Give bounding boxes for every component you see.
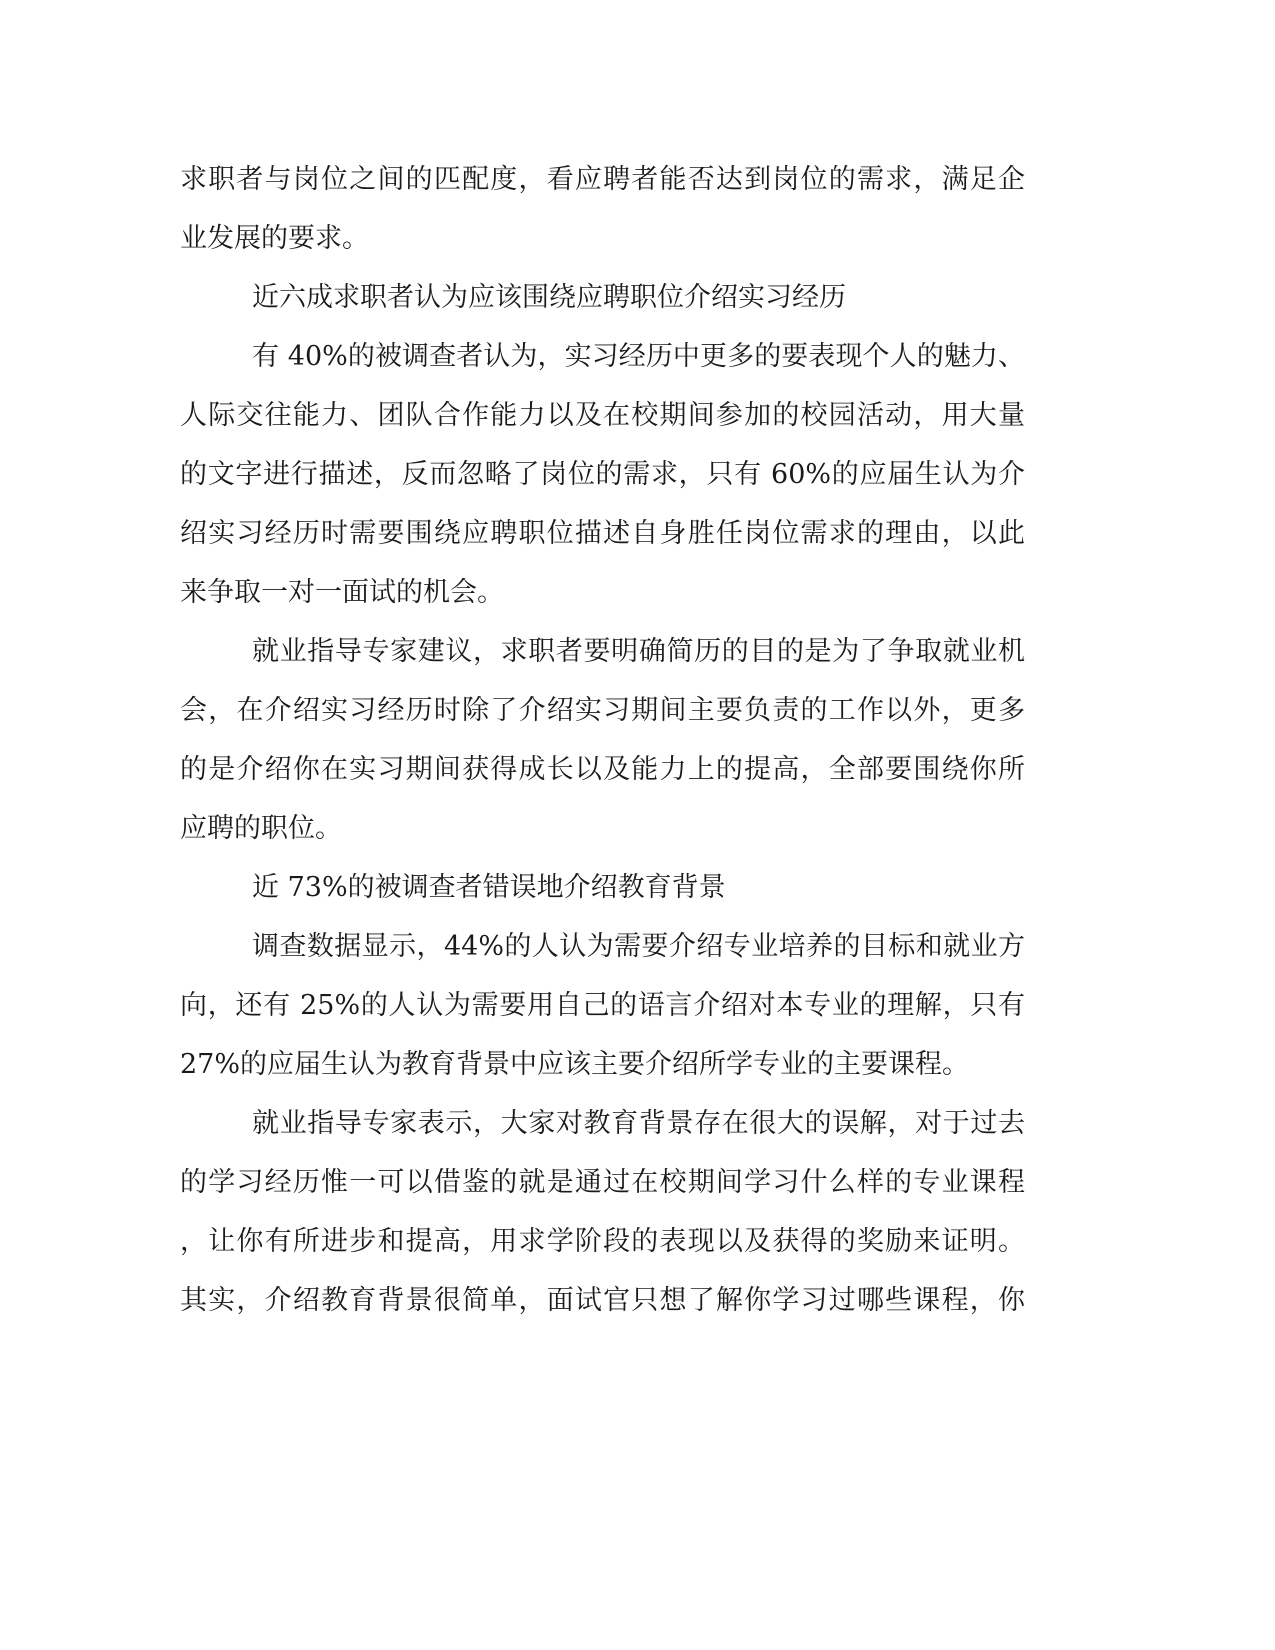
text-line: 近六成求职者认为应该围绕应聘职位介绍实习经历 xyxy=(252,282,846,313)
text-line: 人际交往能力、团队合作能力以及在校期间参加的校园活动，用大量 xyxy=(180,400,1025,431)
text-line: 其实，介绍教育背景很简单，面试官只想了解你学习过哪些课程，你 xyxy=(180,1285,1025,1316)
document-body xyxy=(180,150,1025,1330)
text-line: 求职者与岗位之间的匹配度，看应聘者能否达到岗位的需求，满足企 xyxy=(180,164,1025,195)
text-line: ，让你有所进步和提高，用求学阶段的表现以及获得的奖励来证明。 xyxy=(180,1226,1025,1257)
text-line: 近 73%的被调查者错误地介绍教育背景 xyxy=(252,872,726,903)
text-line: 27%的应届生认为教育背景中应该主要介绍所学专业的主要课程。 xyxy=(180,1049,970,1080)
text-line: 会，在介绍实习经历时除了介绍实习期间主要负责的工作以外，更多 xyxy=(180,695,1025,726)
text-line: 就业指导专家建议，求职者要明确简历的目的是为了争取就业机 xyxy=(252,636,1025,667)
text-line: 向，还有 25%的人认为需要用自己的语言介绍对本专业的理解，只有 xyxy=(180,990,1025,1021)
text-line: 就业指导专家表示，大家对教育背景存在很大的误解，对于过去 xyxy=(252,1108,1025,1139)
text-line: 的是介绍你在实习期间获得成长以及能力上的提高，全部要围绕你所 xyxy=(180,754,1025,785)
text-line: 业发展的要求。 xyxy=(180,223,369,254)
text-line: 的文字进行描述，反而忽略了岗位的需求，只有 60%的应届生认为介 xyxy=(180,459,1025,490)
text-line: 应聘的职位。 xyxy=(180,813,342,844)
text-line: 来争取一对一面试的机会。 xyxy=(180,577,504,608)
text-line: 绍实习经历时需要围绕应聘职位描述自身胜任岗位需求的理由，以此 xyxy=(180,518,1025,549)
text-line: 调查数据显示，44%的人认为需要介绍专业培养的目标和就业方 xyxy=(252,931,1025,962)
text-line: 有 40%的被调查者认为，实习经历中更多的要表现个人的魅力、 xyxy=(252,341,1025,372)
text-line: 的学习经历惟一可以借鉴的就是通过在校期间学习什么样的专业课程 xyxy=(180,1167,1025,1198)
